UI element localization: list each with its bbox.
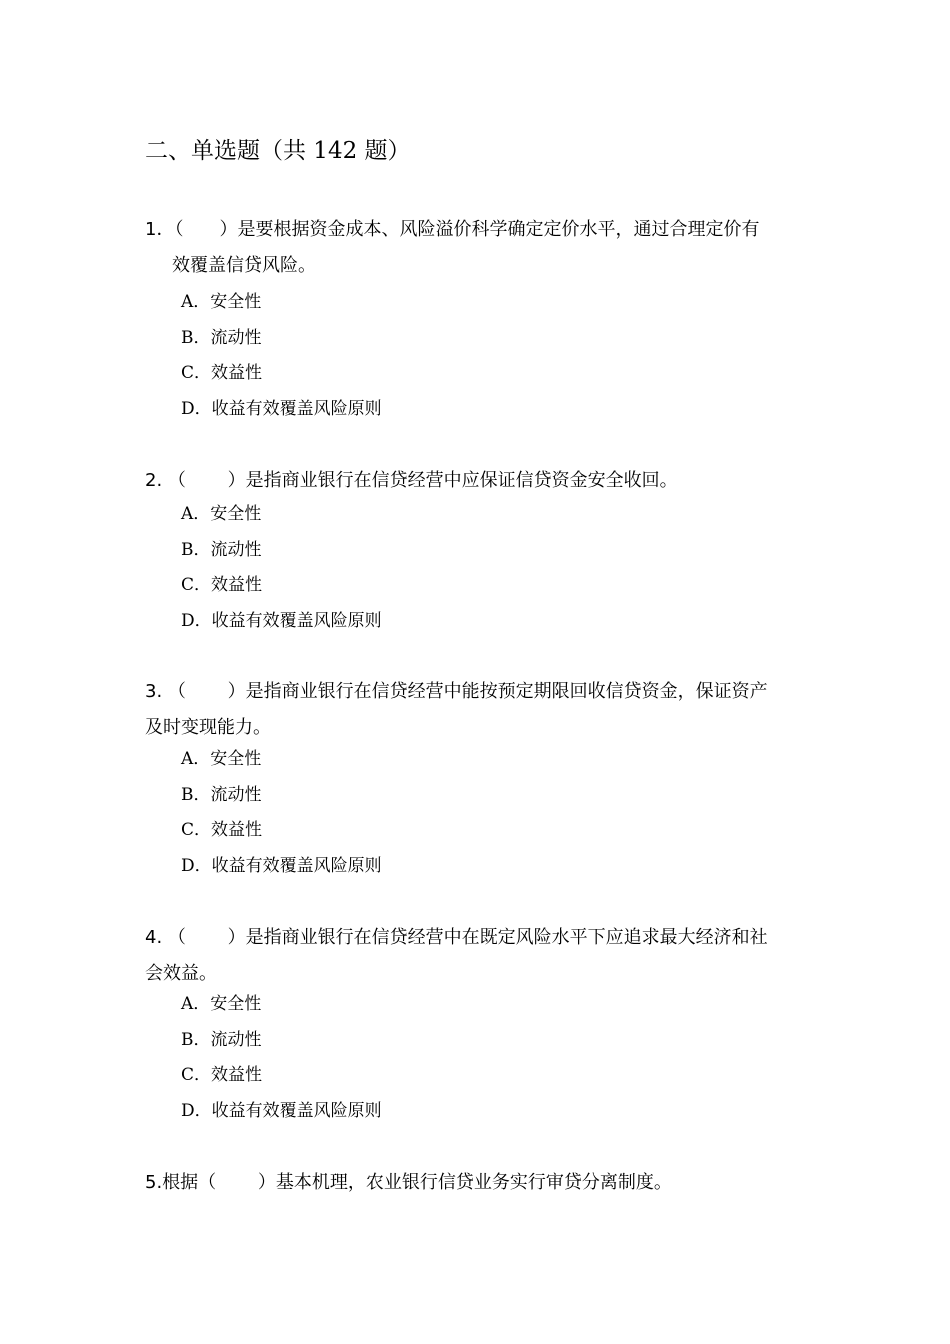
question-1-line-2: 效覆盖信贷风险。 — [172, 255, 316, 276]
question-2-stem — [145, 463, 815, 499]
question-3-option-a: A．安全性 — [181, 749, 262, 769]
question-3-stem — [145, 674, 815, 746]
section-title: 二、单选题（共 142 题） — [145, 138, 411, 164]
question-4-option-c: C．效益性 — [181, 1065, 263, 1086]
question-2-option-b: B．流动性 — [181, 539, 262, 560]
question-4-line-2: 会效益。 — [145, 963, 217, 984]
question-2-line-1: 2. （ ）是指商业银行在信贷经营中应保证信贷资金安全收回。 — [145, 470, 678, 491]
question-4-stem — [145, 920, 815, 992]
question-4-line-1: 4. （ ）是指商业银行在信贷经营中在既定风险水平下应追求最大经济和社 — [145, 927, 768, 948]
question-1-options — [181, 285, 382, 428]
question-1-option-b: B．流动性 — [181, 327, 262, 348]
question-5-stem — [145, 1165, 815, 1201]
question-3-line-2: 及时变现能力。 — [145, 717, 271, 738]
question-3-option-c: C．效益性 — [181, 820, 263, 841]
question-2-options — [181, 497, 382, 640]
question-2-option-a: A．安全性 — [181, 504, 262, 524]
question-4-option-a: A．安全性 — [181, 994, 262, 1014]
question-4-option-b: B．流动性 — [181, 1029, 262, 1050]
question-1-option-d: D．收益有效覆盖风险原则 — [181, 399, 382, 420]
question-2-option-c: C．效益性 — [181, 575, 263, 596]
question-3-option-d: D．收益有效覆盖风险原则 — [181, 856, 382, 877]
question-1-option-a: A．安全性 — [181, 292, 262, 312]
question-5-line-1: 5.根据（ ）基本机理，农业银行信贷业务实行审贷分离制度。 — [145, 1172, 672, 1193]
question-4-option-d: D．收益有效覆盖风险原则 — [181, 1101, 382, 1122]
question-3-line-1: 3. （ ）是指商业银行在信贷经营中能按预定期限回收信贷资金，保证资产 — [145, 681, 768, 702]
question-1-stem — [145, 212, 815, 284]
question-1-option-c: C．效益性 — [181, 363, 263, 384]
question-3-option-b: B．流动性 — [181, 784, 262, 805]
question-4-options — [181, 987, 382, 1130]
question-1-line-1: 1．（ ）是要根据资金成本、风险溢价科学确定定价水平，通过合理定价有 — [145, 219, 760, 240]
question-2-option-d: D．收益有效覆盖风险原则 — [181, 611, 382, 632]
question-3-options — [181, 742, 382, 885]
